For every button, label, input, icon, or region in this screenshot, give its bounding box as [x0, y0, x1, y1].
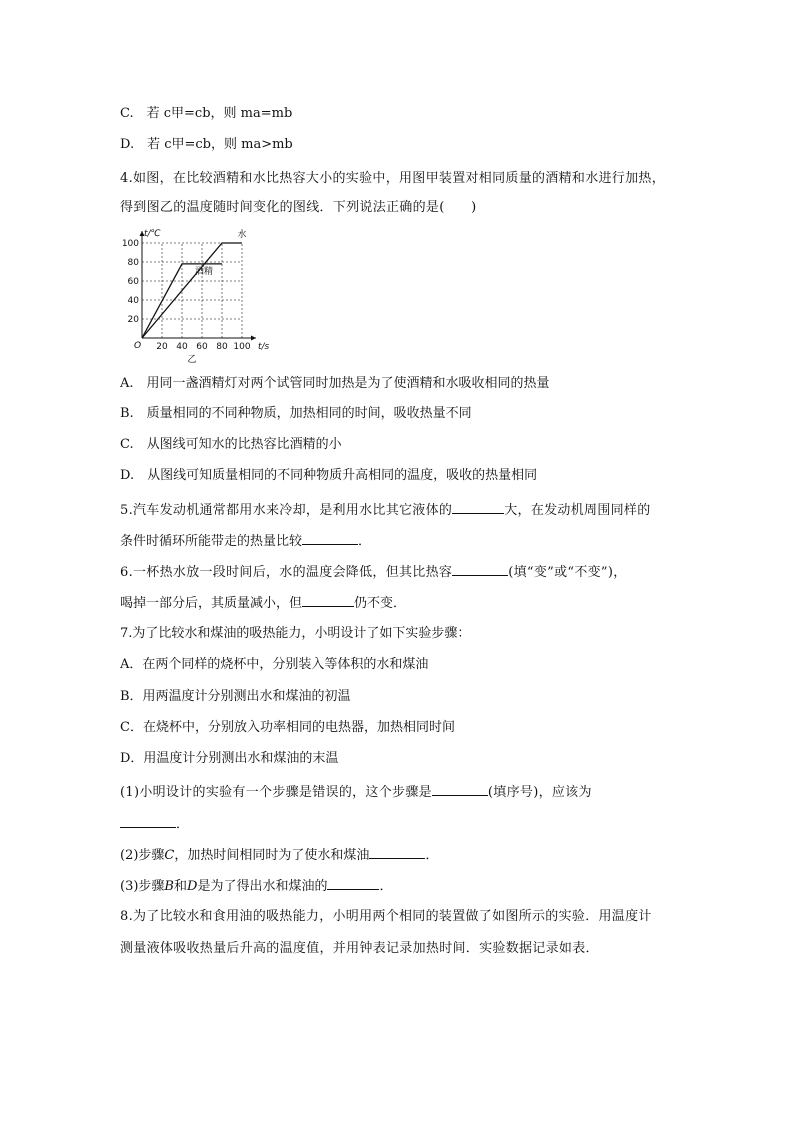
q7-sub-2 — [120, 845, 438, 865]
q7-sub-1-blank-1[interactable] — [432, 782, 488, 796]
q6-line-1-text-a: 6.一杯热水放一段时间后，水的温度会降低，但其比热容 — [120, 565, 453, 580]
x-axis-label: t/s — [258, 342, 270, 352]
chart-axes — [140, 231, 257, 341]
q7-sub-1-blank-2[interactable] — [120, 814, 176, 828]
q3-option-d-text: D. 若 c甲=cb，则 ma>mb — [120, 137, 293, 152]
q7-sub-1-text-b: (填序号)，应该为 — [487, 785, 592, 800]
q7-sub-3-text-a: (3)步骤 — [120, 879, 165, 894]
q7-step-a: A．在两个同样的烧杯中，分别装入等体积的水和煤油 — [120, 657, 429, 672]
q5-line-1-text-a: 5.汽车发动机通常都用水来冷却，是利用水比其它液体的 — [120, 503, 453, 518]
q7-sub-1-line-1 — [120, 782, 592, 802]
q7-sub-3-step-letter-d: D — [187, 879, 198, 894]
series-label-1: 酒精 — [194, 266, 214, 277]
series-label-0: 水 — [237, 230, 247, 240]
q6-line-1 — [120, 562, 627, 582]
q3-option-c — [120, 105, 292, 123]
q7-sub-3-text-b: 和 — [173, 879, 187, 894]
q7-step-d: D．用温度计分别测出水和煤油的末温 — [120, 751, 339, 766]
q5-blank-2[interactable] — [302, 531, 358, 545]
x-tick-label: 40 — [176, 342, 188, 352]
q5-line-2 — [120, 531, 371, 551]
q6-blank-2[interactable] — [302, 593, 354, 607]
q4-option-b: B. 质量相同的不同种物质，加热相同的时间，吸收热量不同 — [120, 406, 472, 421]
q7-sub-2-blank[interactable] — [369, 845, 425, 859]
q7-sub-1-text-c: ． — [176, 817, 190, 832]
q8-line-1: 8.为了比较水和食用油的吸热能力，小明用两个相同的装置做了如图所示的实验．用温度计 — [120, 909, 652, 924]
x-tick-label: 20 — [156, 342, 168, 352]
q7-step-b: B．用两温度计分别测出水和煤油的初温 — [120, 689, 351, 704]
y-tick-label: 40 — [127, 296, 139, 306]
x-tick-label: 60 — [196, 342, 208, 352]
q6-line-2-text-b: 仍不变． — [354, 596, 407, 611]
q5-line-2-text-a: 条件时循环所能带走的热量比较 — [120, 534, 303, 549]
y-tick-label: 80 — [127, 258, 139, 268]
q7-sub-3-step-letter-b: B — [164, 879, 174, 894]
chart-series — [142, 243, 242, 338]
q7-sub-2-text-c: ． — [425, 848, 439, 863]
q7-step-c: C．在烧杯中，分别放入功率相同的电热器，加热相同时间 — [120, 720, 455, 735]
chart-caption: 乙 — [187, 355, 197, 364]
q6-line-1-text-b: (填“变”或“不变”)， — [508, 565, 627, 580]
q4-option-c: C. 从图线可知水的比热容比酒精的小 — [120, 437, 342, 452]
series-line-0 — [142, 243, 242, 338]
q6-line-2 — [120, 593, 406, 613]
q7-sub-3 — [120, 876, 392, 896]
x-tick-label: 100 — [233, 342, 251, 352]
q7-sub-3-blank[interactable] — [327, 876, 379, 890]
y-tick-label: 100 — [121, 239, 139, 249]
q6-blank-1[interactable] — [452, 562, 508, 576]
q5-line-1 — [120, 500, 651, 520]
temperature-time-chart — [118, 224, 278, 364]
q7-stem: 7.为了比较水和煤油的吸热能力，小明设计了如下实验步骤： — [120, 626, 471, 641]
q3-option-d — [120, 136, 293, 154]
q4-option-d: D. 从图线可知质量相同的不同种物质升高相同的温度，吸收的热量相同 — [120, 468, 538, 483]
chart-grid — [142, 243, 242, 338]
y-axis-label: t/℃ — [144, 229, 161, 239]
q7-sub-1-text-a: (1)小明设计的实验有一个步骤是错误的，这个步骤是 — [120, 785, 432, 800]
q4-stem-line-1: 4.如图，在比较酒精和水比热容大小的实验中，用图甲装置对相同质量的酒精和水进行加热， — [120, 171, 666, 186]
y-tick-label: 20 — [127, 315, 139, 325]
q4-stem-line-2: 得到图乙的温度随时间变化的图线．下列说法正确的是( ) — [120, 200, 477, 215]
chart-labels — [122, 228, 270, 364]
y-tick-label: 60 — [127, 277, 139, 287]
q5-line-2-text-b: ． — [358, 534, 372, 549]
x-tick-label: 80 — [216, 342, 228, 352]
q7-sub-2-text-b: ，加热时间相同时为了使水和煤油 — [174, 848, 370, 863]
chart-svg — [118, 224, 278, 364]
q7-sub-3-text-d: ． — [379, 879, 393, 894]
q7-sub-3-text-c: 是为了得出水和煤油的 — [197, 879, 328, 894]
q8-line-2: 测量液体吸收热量后升高的温度值，并用钟表记录加热时间．实验数据记录如表． — [120, 941, 599, 956]
q5-blank-1[interactable] — [452, 500, 504, 514]
origin-label: O — [134, 341, 142, 351]
x-axis-arrow — [251, 336, 256, 341]
q4-option-a: A. 用同一盏酒精灯对两个试管同时加热是为了使酒精和水吸收相同的热量 — [120, 376, 550, 391]
q3-option-c-text: C. 若 c甲=cb，则 ma=mb — [120, 106, 293, 121]
q7-sub-2-step-letter: C — [164, 848, 175, 863]
q7-sub-1-line-2 — [120, 814, 189, 834]
q6-line-2-text-a: 喝掉一部分后，其质量减小，但 — [120, 596, 303, 611]
q7-sub-2-text-a: (2)步骤 — [120, 848, 165, 863]
q5-line-1-text-b: 大，在发动机周围同样的 — [504, 503, 651, 518]
